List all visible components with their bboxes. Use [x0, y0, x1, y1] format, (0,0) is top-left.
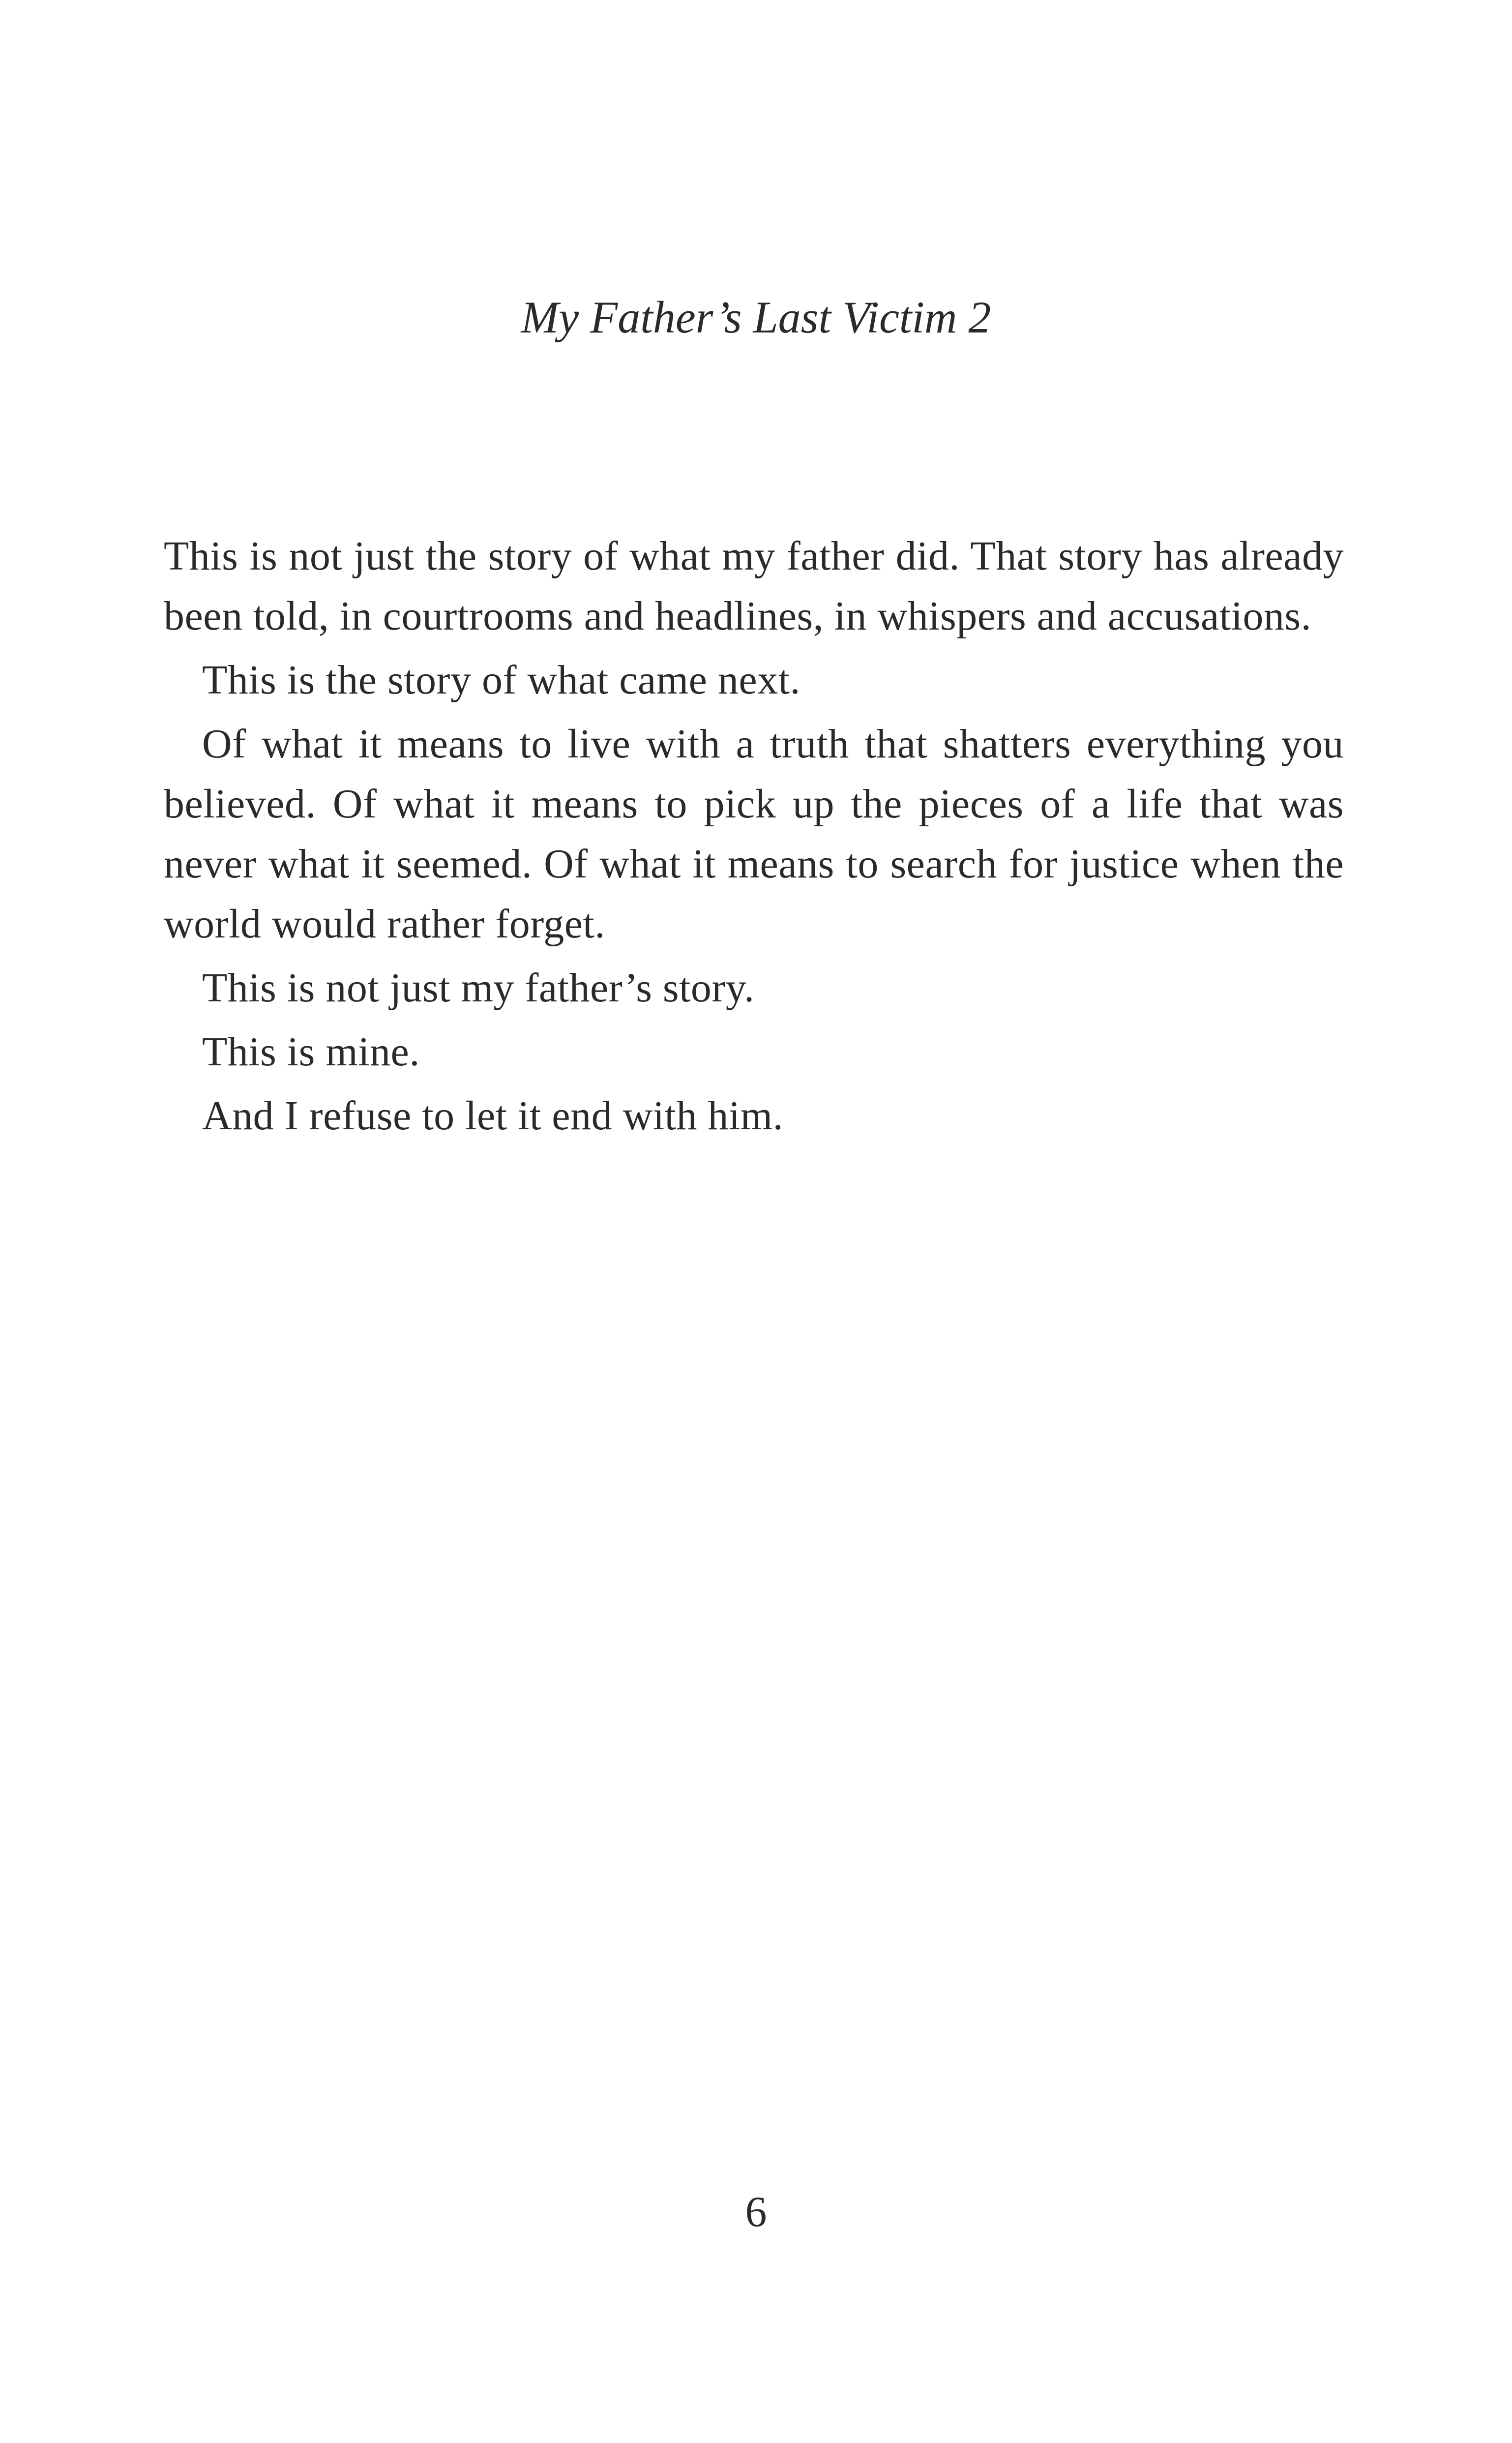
- paragraph: And I refuse to let it end with him.: [202, 1093, 784, 1139]
- running-head: My Father’s Last Victim 2: [521, 292, 991, 342]
- paragraph: This is not just my father’s story.: [202, 965, 755, 1011]
- body-text: [164, 526, 1344, 1146]
- paragraph: This is mine.: [202, 1029, 420, 1075]
- paragraph: This is not just the story of what my father did. That story has already been told, in courtrooms and headlines, in whispers and accusations.: [164, 533, 1344, 639]
- paragraph: This is the story of what came next.: [202, 657, 801, 703]
- page-number: 6: [745, 2188, 767, 2236]
- paragraph: Of what it means to live with a truth that shatters everything you believed. Of what it means to pick up the pieces of a life that was never what it seemed. Of what it means to search for justice when the world would rather forget.: [164, 721, 1344, 947]
